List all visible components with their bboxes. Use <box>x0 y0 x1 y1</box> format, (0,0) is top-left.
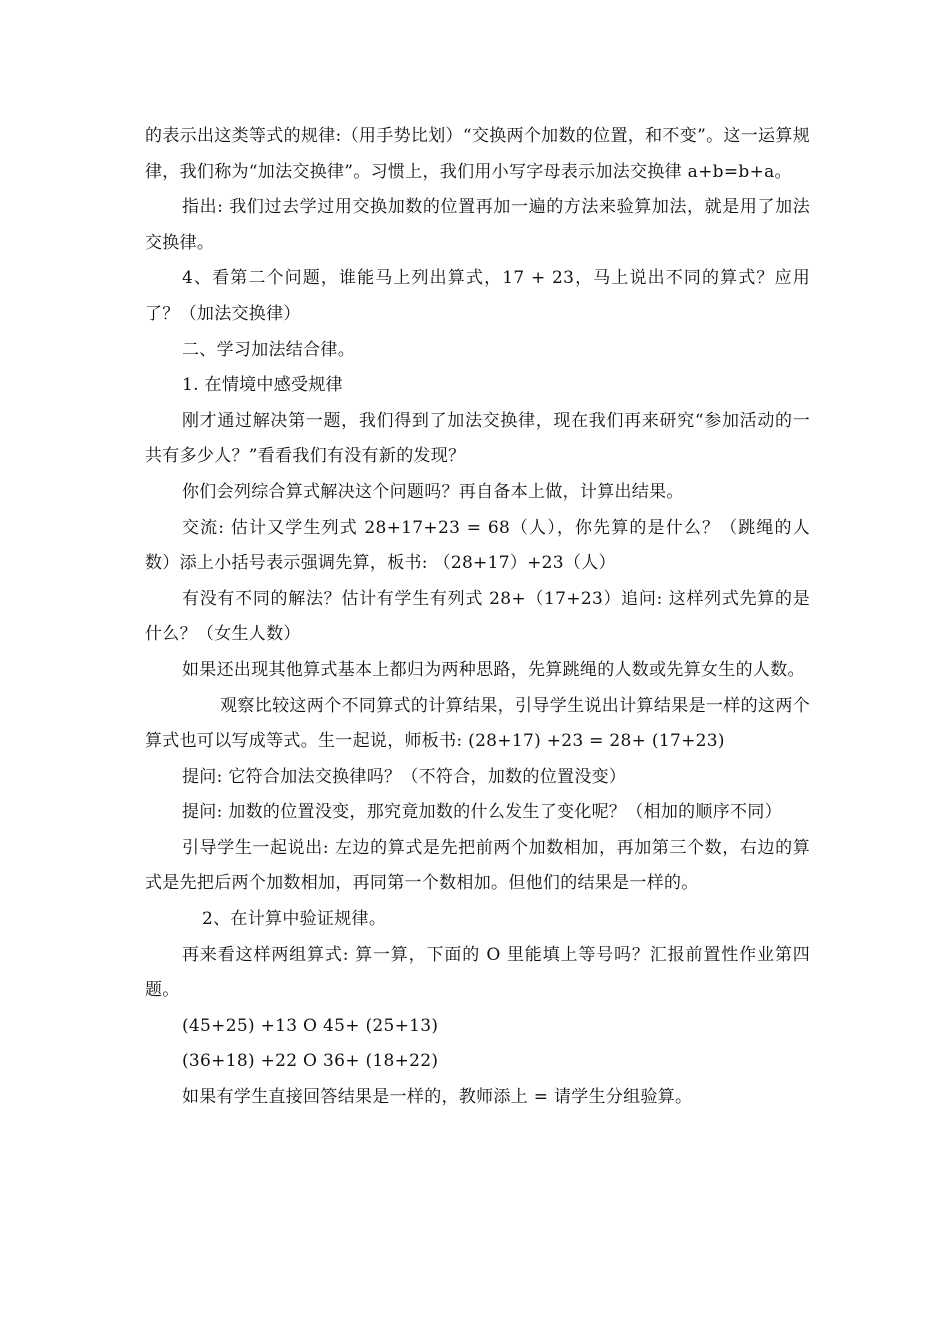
section-heading: 二、学习加法结合律。 <box>182 339 355 360</box>
paragraph: 引导学生一起说出: 左边的算式是先把前两个加数相加，再加第三个数，右边的算式是先把后两个加数相加，再同第一个数相加。但他们的结果是一样的。 <box>145 837 810 894</box>
paragraph: 观察比较这两个不同算式的计算结果，引导学生说出计算结果是一样的这两个算式也可以写成等式。生一起说，师板书: (28+17) +23 = 28+ (17+23) <box>145 695 810 752</box>
paragraph: 提问: 加数的位置没变，那究竟加数的什么发生了变化呢？（相加的顺序不同） <box>182 802 782 823</box>
paragraph: 刚才通过解决第一题，我们得到了加法交换律，现在我们再来研究“参加活动的一共有多少人？”看看我们有没有新的发现？ <box>145 410 810 467</box>
paragraph: 你们会列综合算式解决这个问题吗？再自备本上做，计算出结果。 <box>182 481 684 502</box>
paragraph: 再来看这样两组算式: 算一算，下面的 O 里能填上等号吗？汇报前置性作业第四题。 <box>145 944 810 1001</box>
paragraph: 如果有学生直接回答结果是一样的，教师添上 = 请学生分组验算。 <box>182 1087 693 1108</box>
paragraph: 4、看第二个问题，谁能马上列出算式，17 + 23，马上说出不同的算式？应用了？（加法交换律） <box>145 268 810 324</box>
paragraph: 提问: 它符合加法交换律吗？（不符合，加数的位置没变） <box>182 766 627 787</box>
paragraph: 交流: 估计又学生列式 28+17+23 = 68（人），你先算的是什么？（跳绳的人数）添上小括号表示强调先算，板书: （28+17）+23（人） <box>145 517 810 574</box>
paragraph: 有没有不同的解法？估计有学生有列式 28+（17+23）追问: 这样列式先算的是什么？（女生人数） <box>145 588 810 645</box>
subsection-heading: 2、在计算中验证规律。 <box>202 909 387 930</box>
equation-line: (45+25) +13 O 45+ (25+13) <box>182 1015 439 1036</box>
equation-line: (36+18) +22 O 36+ (18+22) <box>182 1051 439 1072</box>
paragraph: 如果还出现其他算式基本上都归为两种思路，先算跳绳的人数或先算女生的人数。 <box>182 659 805 680</box>
subsection-heading: 1. 在情境中感受规律 <box>182 375 343 396</box>
document-page <box>145 119 810 1116</box>
paragraph: 的表示出这类等式的规律:（用手势比划）“交换两个加数的位置，和不变”。这一运算规律，我们称为“加法交换律”。习惯上，我们用小写字母表示加法交换律 a+b=b+a。 <box>145 126 810 182</box>
paragraph: 指出: 我们过去学过用交换加数的位置再加一遍的方法来验算加法，就是用了加法交换律。 <box>145 197 810 253</box>
